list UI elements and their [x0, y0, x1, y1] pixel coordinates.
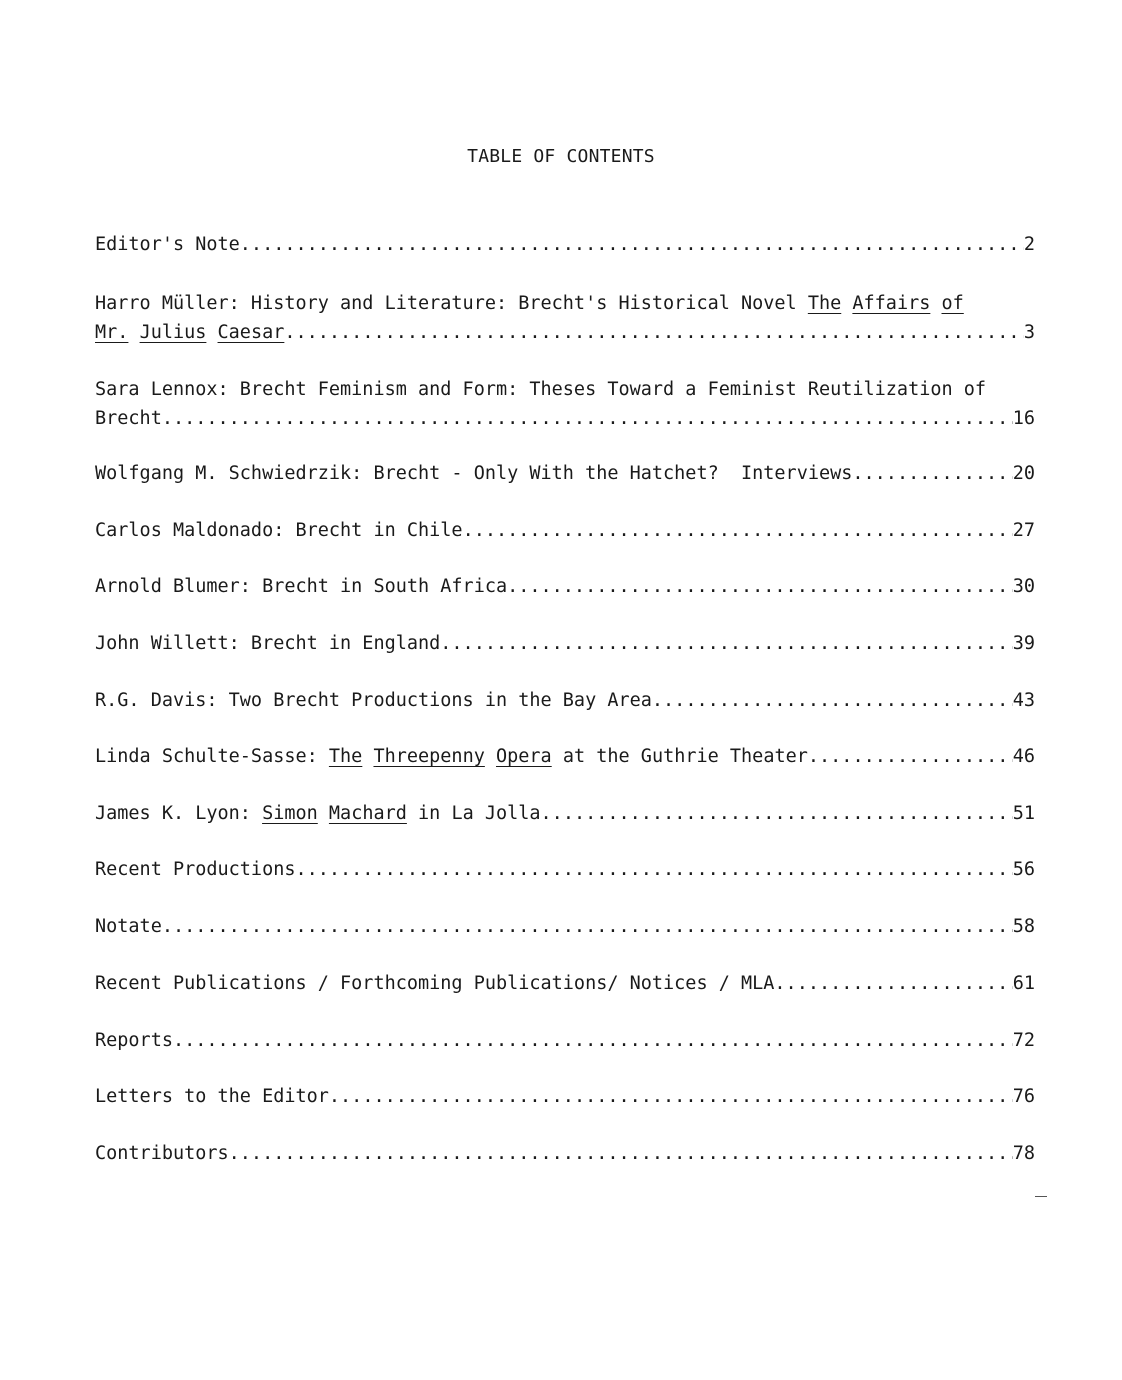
toc-entry-title: Sara Lennox: Brecht Feminism and Form: Theses Toward a Feminist Reutilization of	[95, 379, 987, 400]
toc-entry-title: Arnold Blumer: Brecht in South Africa	[95, 576, 508, 597]
toc-entry-page: 30	[1012, 576, 1035, 597]
toc-entry-page: 3	[1023, 322, 1035, 343]
toc-entry-title: R.G. Davis: Two Brecht Productions in the Bay Area	[95, 690, 652, 711]
toc-entry-page: 78	[1012, 1143, 1035, 1164]
toc-entry-page: 46	[1012, 746, 1035, 767]
toc-entry	[95, 912, 1035, 941]
leader-dots	[440, 629, 1012, 658]
toc-entry-title: Carlos Maldonado: Brecht in Chile	[95, 520, 463, 541]
toc-entry-title-continued: Brecht	[95, 408, 162, 429]
toc-entry-title: Notate	[95, 916, 162, 937]
toc-entry-page: 61	[1012, 973, 1035, 994]
leader-dots	[229, 1139, 1013, 1168]
underlined-title-word: Caesar	[217, 322, 285, 343]
toc-entry-title: Recent Productions	[95, 859, 296, 880]
toc-entry	[95, 742, 1035, 771]
toc-entry	[95, 572, 1035, 601]
leader-dots	[284, 318, 1024, 347]
toc-entry-page: 72	[1012, 1030, 1035, 1051]
toc-entry	[95, 459, 1035, 488]
toc-entry	[95, 969, 1035, 998]
toc-entry-page: 76	[1012, 1086, 1035, 1107]
toc-entry-title: James K. Lyon: Simon Machard in La Jolla	[95, 803, 541, 824]
leader-dots	[852, 459, 1012, 488]
leader-dots	[162, 404, 1013, 433]
underlined-title-word: Threepenny	[373, 746, 485, 767]
toc-entry-title: Wolfgang M. Schwiedrzik: Brecht - Only With the Hatchet? Interviews	[95, 463, 853, 484]
leader-dots	[507, 572, 1013, 601]
toc-entry-title: John Willett: Brecht in England	[95, 633, 441, 654]
toc-entry-page: 51	[1012, 803, 1035, 824]
stray-mark	[1035, 1196, 1047, 1197]
toc-entry-title: Reports	[95, 1030, 173, 1051]
toc-entry-page: 58	[1012, 916, 1035, 937]
leader-dots	[774, 969, 1012, 998]
leader-dots	[541, 799, 1013, 828]
page-title: TABLE OF CONTENTS	[467, 146, 655, 167]
toc-entry-page: 2	[1023, 234, 1035, 255]
toc-entry	[95, 799, 1035, 828]
leader-dots	[173, 1026, 1013, 1055]
toc-entry-page: 16	[1012, 408, 1035, 429]
leader-dots	[652, 686, 1013, 715]
toc-entry-page: 39	[1012, 633, 1035, 654]
underlined-title-word: Julius	[139, 322, 207, 343]
toc-entry	[95, 629, 1035, 658]
toc-entry	[95, 1082, 1035, 1111]
toc-entry-page: 27	[1012, 520, 1035, 541]
underlined-title-word: Opera	[496, 746, 552, 767]
toc-entry-title: Contributors	[95, 1143, 229, 1164]
underlined-title-word: The	[328, 746, 363, 767]
underlined-title-word: of	[941, 293, 964, 314]
toc-entry-page: 20	[1012, 463, 1035, 484]
underlined-title-word: Simon	[262, 803, 318, 824]
toc-entry	[95, 289, 1035, 347]
toc-entry-title: Linda Schulte-Sasse: The Threepenny Opera at the Guthrie Theater	[95, 746, 808, 767]
toc-entry	[95, 516, 1035, 545]
leader-dots	[295, 855, 1012, 884]
underlined-title-word: Affairs	[852, 293, 931, 314]
toc-entry-title-continued	[95, 318, 284, 347]
toc-entry-title: Letters to the Editor	[95, 1086, 329, 1107]
toc-entry	[95, 1139, 1035, 1168]
toc-entry-title: Editor's Note	[95, 234, 240, 255]
toc-entry-title: Recent Publications / Forthcoming Publications/ Notices / MLA	[95, 973, 775, 994]
toc-entry	[95, 855, 1035, 884]
toc-entry	[95, 1026, 1035, 1055]
leader-dots	[162, 912, 1013, 941]
toc-entry-title: Harro Müller: History and Literature: Brecht's Historical Novel The Affairs of	[95, 293, 964, 314]
leader-dots	[329, 1082, 1013, 1111]
leader-dots	[808, 742, 1013, 771]
leader-dots	[463, 516, 1013, 545]
toc-entry-page: 43	[1012, 690, 1035, 711]
underlined-title-word: Machard	[328, 803, 407, 824]
toc-entry	[95, 686, 1035, 715]
toc-entry	[95, 230, 1035, 259]
underlined-title-word: Mr.	[95, 322, 129, 343]
toc-entry-page: 56	[1012, 859, 1035, 880]
underlined-title-word: The	[807, 293, 842, 314]
toc-entry	[95, 375, 1035, 433]
leader-dots	[240, 230, 1024, 259]
